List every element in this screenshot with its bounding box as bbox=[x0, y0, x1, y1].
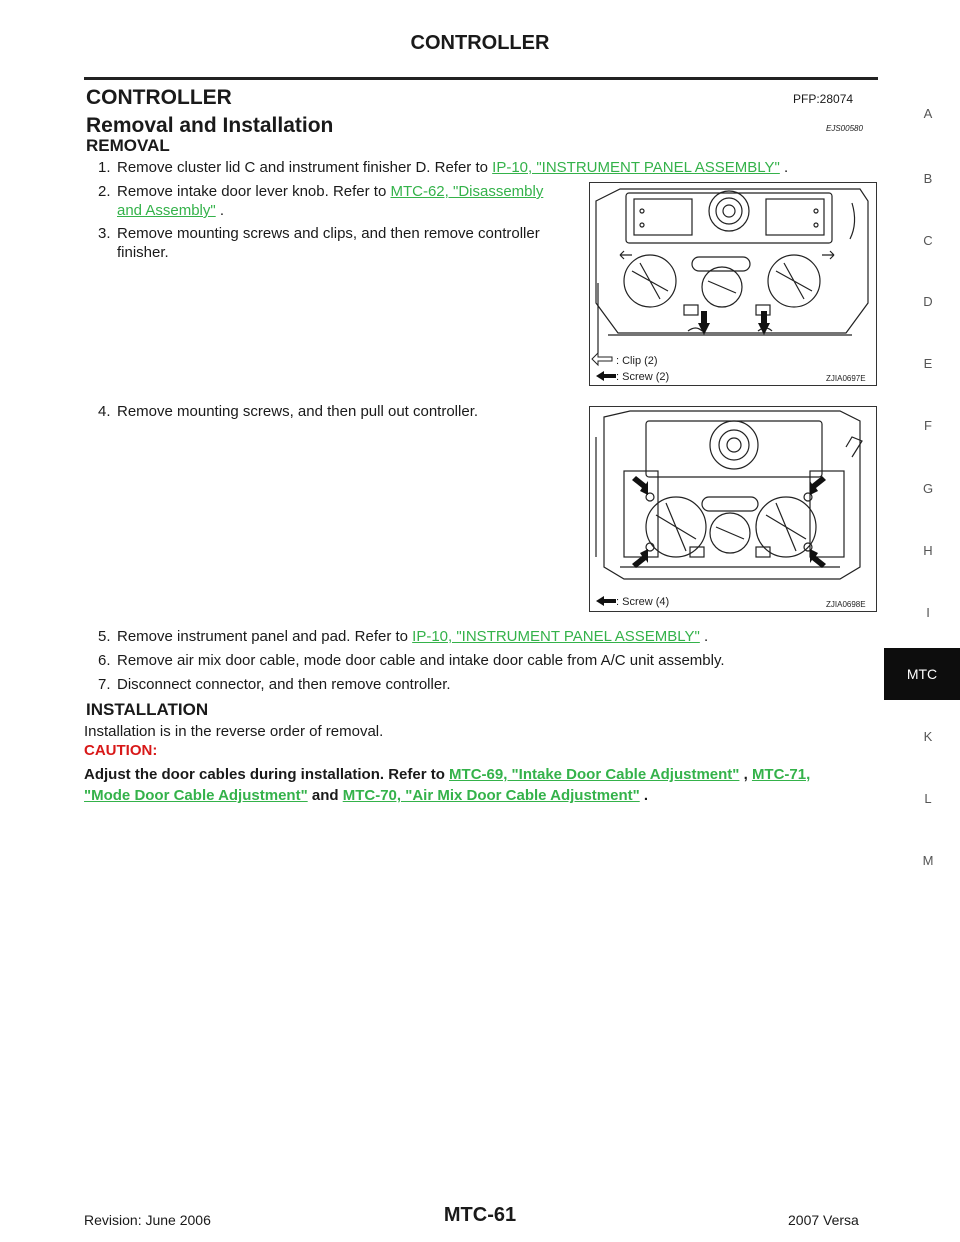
step-3 bbox=[98, 224, 540, 243]
part-number: PFP:28074 bbox=[793, 92, 854, 106]
figure-screw-locations bbox=[589, 406, 877, 612]
caution-label: CAUTION: bbox=[84, 742, 158, 759]
step-number: 7. bbox=[98, 676, 111, 693]
step-text: Remove air mix door cable, mode door cable and intake door cable from A/C unit assembly. bbox=[117, 652, 725, 669]
mtc71-link[interactable]: MTC-71, bbox=[751, 766, 811, 783]
step-2 bbox=[98, 182, 543, 201]
step-4 bbox=[98, 402, 478, 421]
step-text: Remove mounting screws, and then pull out controller. bbox=[117, 403, 479, 420]
footer-revision: Revision: June 2006 bbox=[84, 1212, 211, 1228]
installation-heading: INSTALLATION bbox=[86, 700, 209, 719]
figure-id: ZJIA0697E bbox=[826, 374, 866, 383]
footer-page-number: MTC-61 bbox=[443, 1204, 517, 1226]
figure-clip-screw-locations bbox=[589, 182, 877, 386]
step-text: Remove instrument panel and pad. Refer to bbox=[117, 628, 413, 645]
step-number: 2. bbox=[98, 183, 111, 200]
legend-clip-text: : Clip (2) bbox=[616, 355, 658, 367]
step-5 bbox=[98, 627, 708, 646]
section-tab-i[interactable]: I bbox=[926, 605, 930, 620]
page-header-title: CONTROLLER bbox=[410, 32, 550, 54]
step-2-cont bbox=[117, 201, 224, 220]
caution-text bbox=[84, 764, 884, 806]
installation-text: Installation is in the reverse order of removal. bbox=[84, 723, 384, 740]
mtc69-link[interactable]: MTC-69, "Intake Door Cable Adjustment" bbox=[449, 766, 740, 783]
mtc62-link-cont[interactable]: and Assembly" bbox=[117, 202, 216, 219]
section-tab-g[interactable]: G bbox=[922, 481, 934, 496]
step-number: 3. bbox=[98, 225, 111, 242]
caution-intro: Adjust the door cables during installation. Refer to bbox=[84, 766, 450, 783]
mtc70-link[interactable]: MTC-70, "Air Mix Door Cable Adjustment" bbox=[342, 787, 640, 804]
section-tab-m[interactable]: M bbox=[922, 853, 934, 868]
legend-screw-text: : Screw (4) bbox=[616, 596, 670, 608]
subsection-title: Removal and Installation bbox=[86, 114, 334, 137]
legend-screw-text: : Screw (2) bbox=[616, 371, 670, 383]
ip10-link[interactable]: IP-10, "INSTRUMENT PANEL ASSEMBLY" bbox=[492, 159, 780, 176]
step-number: 1. bbox=[98, 159, 111, 176]
step-1 bbox=[98, 158, 788, 177]
mtc71-link-cont[interactable]: "Mode Door Cable Adjustment" bbox=[84, 787, 308, 804]
section-title: CONTROLLER bbox=[86, 86, 232, 109]
caution-end: . bbox=[639, 787, 649, 804]
removal-heading: REMOVAL bbox=[86, 136, 170, 155]
ip10-link[interactable]: IP-10, "INSTRUMENT PANEL ASSEMBLY" bbox=[412, 628, 700, 645]
step-text: Remove cluster lid C and instrument finisher D. Refer to bbox=[117, 159, 493, 176]
footer-model: 2007 Versa bbox=[788, 1212, 859, 1228]
step-3-cont: finisher. bbox=[117, 244, 169, 261]
section-tab-h[interactable]: H bbox=[923, 543, 933, 558]
step-number: 6. bbox=[98, 652, 111, 669]
step-text: Disconnect connector, and then remove controller. bbox=[117, 676, 451, 693]
section-tab-f[interactable]: F bbox=[924, 418, 932, 433]
header-divider bbox=[84, 77, 878, 80]
step-text: Remove intake door lever knob. Refer to bbox=[117, 183, 391, 200]
section-tab-k[interactable]: K bbox=[923, 729, 933, 744]
caution-sep: and bbox=[307, 787, 343, 804]
section-tab-l[interactable]: L bbox=[924, 791, 932, 806]
step-number: 5. bbox=[98, 628, 111, 645]
step-text-end: . bbox=[699, 628, 709, 645]
section-tab-b[interactable]: B bbox=[923, 171, 933, 186]
step-text-end: . bbox=[215, 202, 225, 219]
step-7 bbox=[98, 675, 451, 694]
step-number: 4. bbox=[98, 403, 111, 420]
section-tab-a[interactable]: A bbox=[923, 106, 933, 121]
step-6 bbox=[98, 651, 725, 670]
step-text-end: . bbox=[779, 159, 789, 176]
section-tab-d[interactable]: D bbox=[923, 294, 933, 309]
mtc62-link[interactable]: MTC-62, "Disassembly bbox=[390, 183, 544, 200]
section-tab-mtc[interactable]: MTC bbox=[884, 648, 960, 700]
section-tab-c[interactable]: C bbox=[923, 233, 933, 248]
figure-id: ZJIA0698E bbox=[826, 600, 866, 609]
caution-sep: , bbox=[739, 766, 752, 783]
section-code: EJS00580 bbox=[826, 124, 863, 133]
step-text: Remove mounting screws and clips, and then remove controller bbox=[117, 225, 540, 242]
section-tab-e[interactable]: E bbox=[923, 356, 933, 371]
